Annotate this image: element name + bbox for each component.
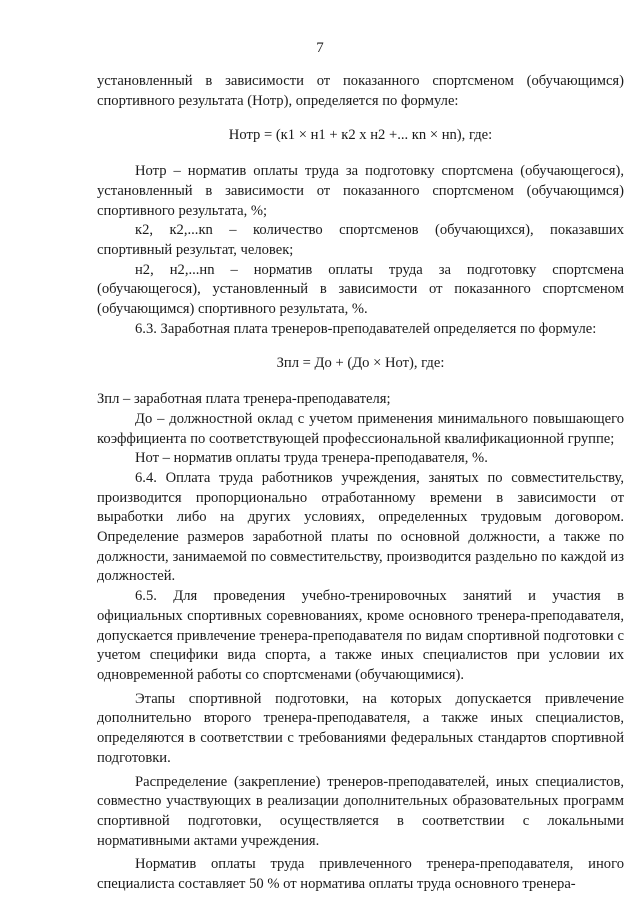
paragraph-1: установленный в зависимости от показанного спортсменом (обучающимся) спортивного результата (Нотр), определяется по формуле: xyxy=(97,73,624,109)
page-number: 7 xyxy=(316,40,324,56)
paragraph-6-4: 6.4. Оплата труда работников учреждения, занятых по совместительству, производится пропорционально отработанному времени в зависимости от выработки либо на других условиях, определенных трудовым договором. Определение размеров заработной платы по основной должности, а также по должности, занимаемой по совместительству, производится раздельно по каждой из должностей. xyxy=(97,469,624,585)
paragraph-distribution: Распределение (закрепление) тренеров-преподавателей, иных специалистов, совместно участвующих в реализации дополнительных образовательных программ спортивной подготовки, осуществляется в соответствии с локальными нормативными актами учреждения. xyxy=(97,773,624,849)
paragraph-notr-definition: Нотр – норматив оплаты труда за подготовку спортсмена (обучающегося), установленный в зависимости от показанного спортсменом (обучающимся) спортивного результата, %; xyxy=(97,163,624,219)
paragraph-k-definition: к2, к2,...кn – количество спортсменов (обучающихся), показавших спортивный результат, человек; xyxy=(97,222,624,258)
paragraph-6-5: 6.5. Для проведения учебно-тренировочных занятий и участия в официальных спортивных соревнованиях, кроме основного тренера-преподавателя, допускается привлечение тренера-преподавателя по видам спортивной подготовки с учетом специфики вида спорта, а также иных специалистов при условии их одновременной работы со спортсменами (обучающимися). xyxy=(97,588,624,683)
paragraph-n-definition: н2, н2,...нn – норматив оплаты труда за подготовку спортсмена (обучающегося), установленный в зависимости от показанного спортсменом (обучающимся) спортивного результата, %. xyxy=(97,261,624,318)
formula-notr: Нотр = (к1 × н1 + к2 х н2 +... кn × нn), где: xyxy=(228,127,493,144)
paragraph-stages: Этапы спортивной подготовки, на которых допускается привлечение дополнительно второго тренера-преподавателя, а также иных специалистов, определяются в соответствии с требованиями федеральных стандартов спортивной подготовки. xyxy=(97,690,624,766)
paragraph-norm-rate: Норматив оплаты труда привлеченного тренера-преподавателя, иного специалиста составляет 50 % от норматива оплаты труда основного тренера- xyxy=(97,856,624,893)
paragraph-not-definition: Нот – норматив оплаты труда тренера-преподавателя, %. xyxy=(135,450,488,467)
paragraph-do-definition: До – должностной оклад с учетом применения минимального повышающего коэффициента по соответствующей профессиональной квалификационной группе; xyxy=(97,410,624,447)
page-content xyxy=(97,72,624,895)
paragraph-6-3: 6.3. Заработная плата тренеров-преподавателей определяется по формуле: xyxy=(135,320,597,337)
formula-zpl: Зпл = До + (До × Нот), где: xyxy=(276,355,445,372)
paragraph-zpl-definition: Зпл – заработная плата тренера-преподавателя; xyxy=(97,391,391,408)
